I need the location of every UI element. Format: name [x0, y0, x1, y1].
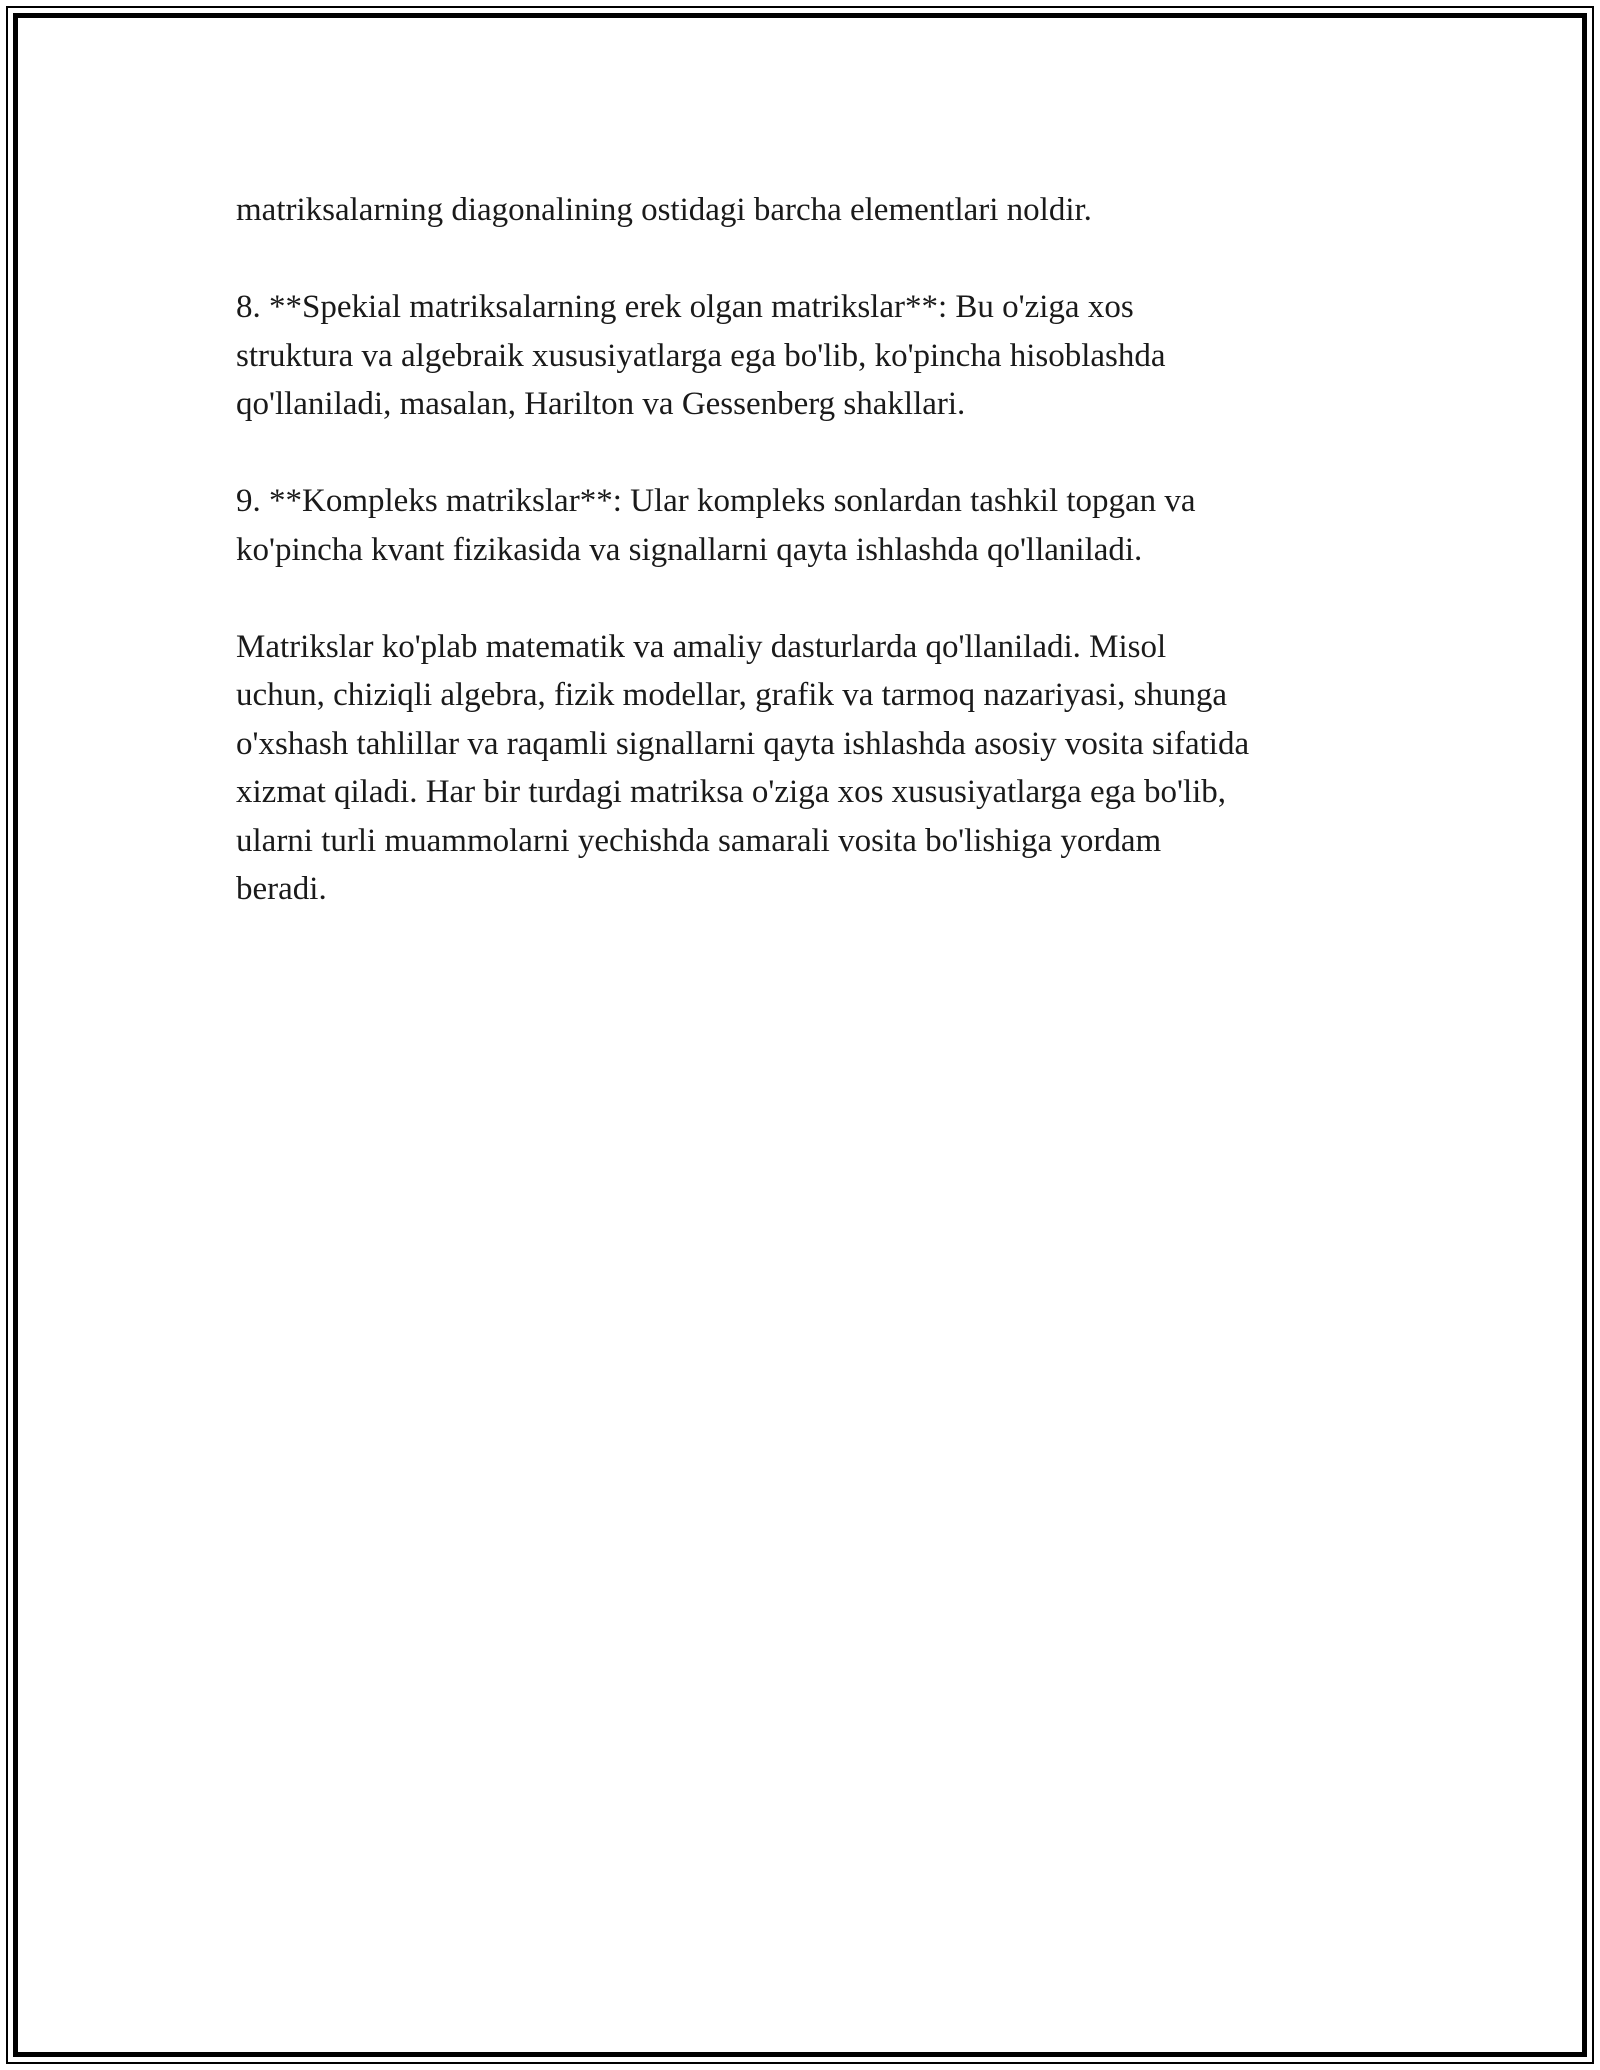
text-line: xizmat qiladi. Har bir turdagi matriksa o'ziga xos xususiyatlarga ega bo'lib, [236, 774, 1227, 810]
paragraph-continuation [236, 186, 1376, 235]
text-line: qo'llaniladi, masalan, Harilton va Gessenberg shakllari. [236, 386, 966, 422]
paragraph-item-8 [236, 283, 1376, 429]
text-line: o'xshash tahlillar va raqamli signallarni qayta ishlashda asosiy vosita sifatida [236, 725, 1250, 762]
text-line: 9. **Kompleks matrikslar**: Ular kompleks sonlardan tashkil topgan va [236, 483, 1196, 519]
text-line: ularni turli muammolarni yechishda samarali vosita bo'lishiga yordam [236, 822, 1162, 859]
text-line: ko'pincha kvant fizikasida va signallarni qayta ishlashda qo'llaniladi. [236, 531, 1143, 568]
text-line: matriksalarning diagonalining ostidagi barcha elementlari noldir. [236, 192, 1092, 228]
paragraph-conclusion [236, 623, 1376, 914]
text-line: 8. **Spekial matriksalarning erek olgan matrikslar**: Bu o'ziga xos [236, 289, 1134, 325]
text-line: Matrikslar ko'plab matematik va amaliy dasturlarda qo'llaniladi. Misol [236, 628, 1167, 665]
text-line: beradi. [236, 871, 327, 907]
text-line: uchun, chiziqli algebra, fizik modellar, grafik va tarmoq nazariyasi, shunga [236, 677, 1228, 713]
document-body [236, 186, 1376, 962]
text-line: struktura va algebraik xususiyatlarga ega bo'lib, ko'pincha hisoblashda [236, 337, 1166, 374]
paragraph-item-9 [236, 477, 1376, 574]
